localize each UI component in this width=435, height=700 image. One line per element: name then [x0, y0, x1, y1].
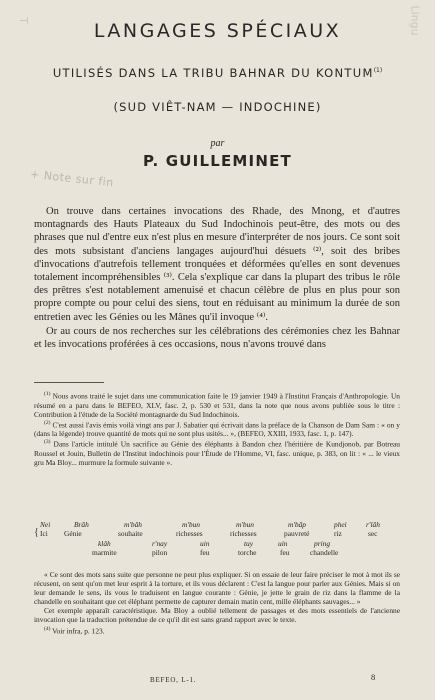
footnote-divider [34, 382, 104, 383]
gloss-translation: pauvreté [284, 529, 310, 538]
footnote-1-text: Nous avons traité le sujet dans une communication faite le 19 janvier 1949 à l'Institut Français d'Anthropologie. Un résumé en a paru dans le BEFEO, XLV, fasc. 2, p. 530 et 531, dans la note que nous avons publiée sous le titre : Contribution à l'étude de la Société montagnarde du Sud Indochinois. [34, 391, 400, 419]
journal-signature: BEFEO, L-1. [150, 676, 197, 684]
footnote-2-text: C'est aussi l'avis émis voilà vingt ans par J. Sabatier qui écrivait dans la préface de la Chanson de Dam Sam : « on y (dans la légende) trouve quantité de mots qui ne sont plus usités... », (BEFEO, XXIII, 1933, fasc. 1, p. 147). [34, 420, 400, 439]
footnote-3 [34, 438, 400, 467]
interlinear-gloss [40, 520, 390, 558]
article-location: (SUD VIÊT-NAM — INDOCHINE) [113, 100, 322, 114]
gloss-word: Brāh [74, 520, 89, 529]
footnote-2 [34, 419, 400, 439]
footnote-4-text: Voir infra, p. 123. [52, 626, 105, 636]
quote-paragraph-2: Cet exemple apparaît caractéristique. Ma Bloy a oublié tellement de passages et des mots essentiels de l'ancienne invocation que la traduction prétendue de ce qu'il dit est sans grand rapport avec le texte. [34, 606, 400, 625]
gloss-word: tuy [244, 539, 254, 548]
body-paragraph-1: On trouve dans certaines invocations des Rhade, des Mnong, et d'autres montagnards des Hauts Plateaux du Sud Indochinois peut-être, des mots ou des phrases que nul d'entre eux n'est plus en mesure d'interpréter de nos jours. Ce sont soit des mots subsistant d'anciens langages aujourd'hui désuets ⁽²⁾, soit des bribes d'invocations d'autrefois tellement tronquées et déformées qu'elles en sont devenues totalement incompréhensibles ⁽³⁾. Cela s'explique car dans la plupart des tribus le rôle des prêtres s'est notablement amenuisé et chacun célèbre de plus en plus pour son propre compte ou pour celui des siens, tout en réduisant au minimum la durée de son entretien avec les Génies ou les Mânes qu'il invoque ⁽⁴⁾. [34, 206, 400, 323]
body-text [34, 205, 400, 351]
quote-paragraph-1: « Ce sont des mots sans suite que personne ne peut plus expliquer. Si on essaie de leur faire préciser le mot à mot ils se récusent, on sent qu'on met leur esprit à la torture, et ils vous déclarent : C'est la langue pour parler aux Génies. Mais si on leur demande le sens, ils vous le traduisent en langue courante : Génie, je jette le grain de riz dans la flamme de la chandelle en souhaitant que cet éléphant permette de capturer demain matin cent, mille éléphants sauvages... » [34, 570, 400, 607]
footnotes [34, 390, 400, 467]
gloss-word: m'bāh [124, 520, 143, 529]
margin-ghost-right: Lingu [408, 5, 422, 36]
footnote-2-ref: (2) [44, 419, 51, 426]
gloss-translation: chandelle [310, 548, 339, 557]
gloss-word: r'nay [152, 539, 168, 548]
byline-par: par [210, 138, 225, 149]
footnote-4-ref: (4) [44, 625, 51, 632]
article-subtitle [0, 66, 435, 80]
gloss-word: m'bun [236, 520, 255, 529]
gloss-word: pring [314, 539, 331, 548]
handwritten-annotation: + Note sur fin [29, 167, 115, 190]
gloss-word: uin [278, 539, 288, 548]
body-paragraph-2: Or au cours de nos recherches sur les célébrations des cérémonies chez les Bahnar et les invocations proférées à ces occasions, nous n'avons trouvé dans [34, 325, 400, 351]
gloss-translation: sec [368, 529, 378, 538]
gloss-translation: feu [280, 548, 290, 557]
gloss-word: m'bun [182, 520, 201, 529]
gloss-translation: torche [238, 548, 257, 557]
author-name: P. GUILLEMINET [143, 152, 292, 170]
footnote-1 [34, 390, 400, 419]
gloss-word: r'lāh [366, 520, 380, 529]
article-title: LANGAGES SPÉCIAUX [93, 20, 342, 42]
gloss-translation: richesses [230, 529, 257, 538]
footnote-4 [34, 625, 400, 636]
subtitle-footnote-ref: (1) [373, 67, 383, 75]
quoted-passage [34, 570, 400, 635]
gloss-word: phei [334, 520, 347, 529]
footnote-3-text: Dans l'article intitulé Un sacrifice au Génie des éléphants à Bandon chez l'héritière de Kundjonob, par Botreau Roussel et Jouin, Bulletin de l'Institut indochinois pour l'Étude de l'Homme, VI, fasc. unique, p. 383, on lit : « ... le vieux gru Ma Bloy... murmure la formule suivante ». [34, 439, 400, 468]
gloss-translation: souhaite [118, 529, 143, 538]
gloss-word: Nei [40, 520, 51, 529]
footnote-1-ref: (1) [44, 391, 51, 397]
gloss-translation: Génie [64, 529, 82, 538]
gloss-translation: marmite [92, 548, 117, 557]
margin-ghost-left: T [16, 17, 30, 24]
gloss-word: m'bāp [288, 520, 307, 529]
gloss-translation: Ici [40, 529, 48, 538]
gloss-translation: riz [334, 529, 342, 538]
page-number: 8 [371, 672, 376, 682]
gloss-word: klâh [98, 539, 111, 548]
gloss-translation: pilon [152, 548, 168, 557]
subtitle-text: UTILISÉS DANS LA TRIBU BAHNAR DU KONTUM [52, 66, 374, 80]
gloss-translation: richesses [176, 529, 203, 538]
gloss-word: uin [200, 539, 210, 548]
footnote-3-ref: (3) [44, 439, 51, 446]
gloss-brace: { [34, 527, 39, 538]
gloss-translation: feu [200, 548, 210, 557]
